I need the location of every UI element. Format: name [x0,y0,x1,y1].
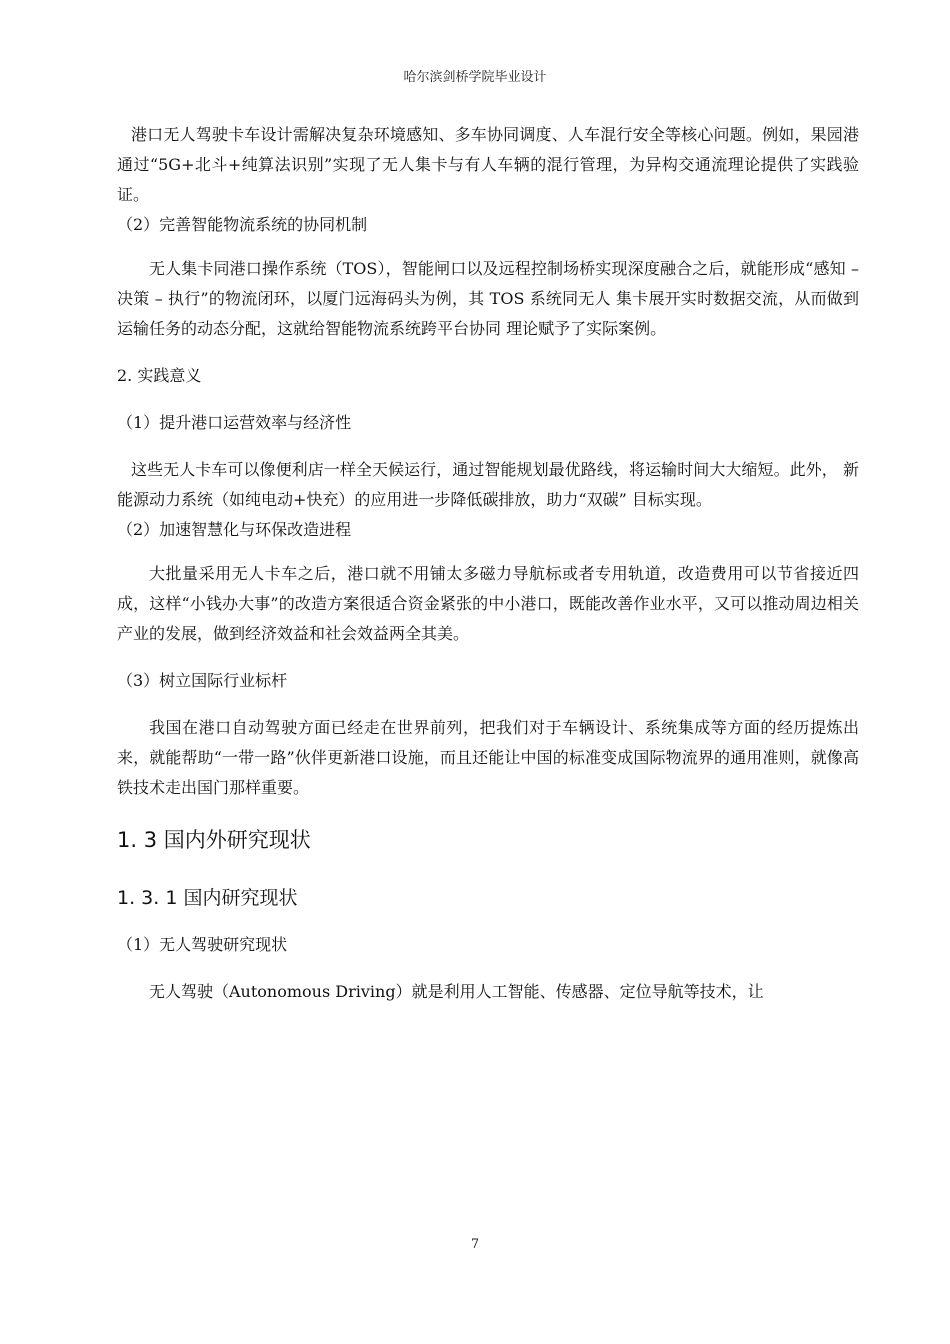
subsection-heading: （2）完善智能物流系统的协同机制 [117,215,368,234]
paragraph: 无人驾驶（Autonomous Driving）就是利用人工智能、传感器、定位导航等技术，让 [149,982,764,1001]
section-heading-1-3-1: 1. 3. 1 国内研究现状 [117,887,298,909]
subsection-heading: （2）加速智慧化与环保改造进程 [117,520,352,539]
subsection-heading: （1）无人驾驶研究现状 [117,935,288,954]
section-heading-practice: 2. 实践意义 [117,366,202,385]
section-heading-1-3: 1. 3 国内外研究现状 [117,828,311,852]
paragraph: 大批量采用无人卡车之后，港口就不用铺太多磁力导航标或者专用轨道，改造费用可以节省接近四成，这样“小钱办大事”的改造方案很适合资金紧张的中小港口，既能改善作业水平，又可以推动周边相关产业的发展，做到经济效益和社会效益两全其美。 [117,564,859,643]
subsection-heading: （3）树立国际行业标杆 [117,671,288,690]
page-header: 哈尔滨剑桥学院毕业设计 [403,70,547,85]
paragraph: 我国在港口自动驾驶方面已经走在世界前列，把我们对于车辆设计、系统集成等方面的经历提炼出来，就能帮助“一带一路”伙伴更新港口设施，而且还能让中国的标准变成国际物流界的通用准则，就像高铁技术走出国门那样重要。 [117,718,859,797]
paragraph: 这些无人卡车可以像便利店一样全天候运行，通过智能规划最优路线，将运输时间大大缩短。此外， 新能源动力系统（如纯电动+快充）的应用进一步降低碳排放，助力“双碳” 目标实现。 [117,460,859,509]
document-body [117,120,859,1007]
paragraph: 港口无人驾驶卡车设计需解决复杂环境感知、多车协同调度、人车混行安全等核心问题。例如，果园港通过“5G+北斗+纯算法识别”实现了无人集卡与有人车辆的混行管理，为异构交通流理论提供了实践验证。 [117,125,859,204]
subsection-heading: （1）提升港口运营效率与经济性 [117,413,352,432]
page-number: 7 [470,1237,480,1252]
paragraph: 无人集卡同港口操作系统（TOS），智能闸口以及远程控制场桥实现深度融合之后，就能形成“感知 – 决策 – 执行”的物流闭环，以厦门远海码头为例，其 TOS 系统同无人 集卡展开实时数据交流，从而做到运输任务的动态分配，这就给智能物流系统跨平台协同 理论赋予了实际案例。 [117,259,859,338]
